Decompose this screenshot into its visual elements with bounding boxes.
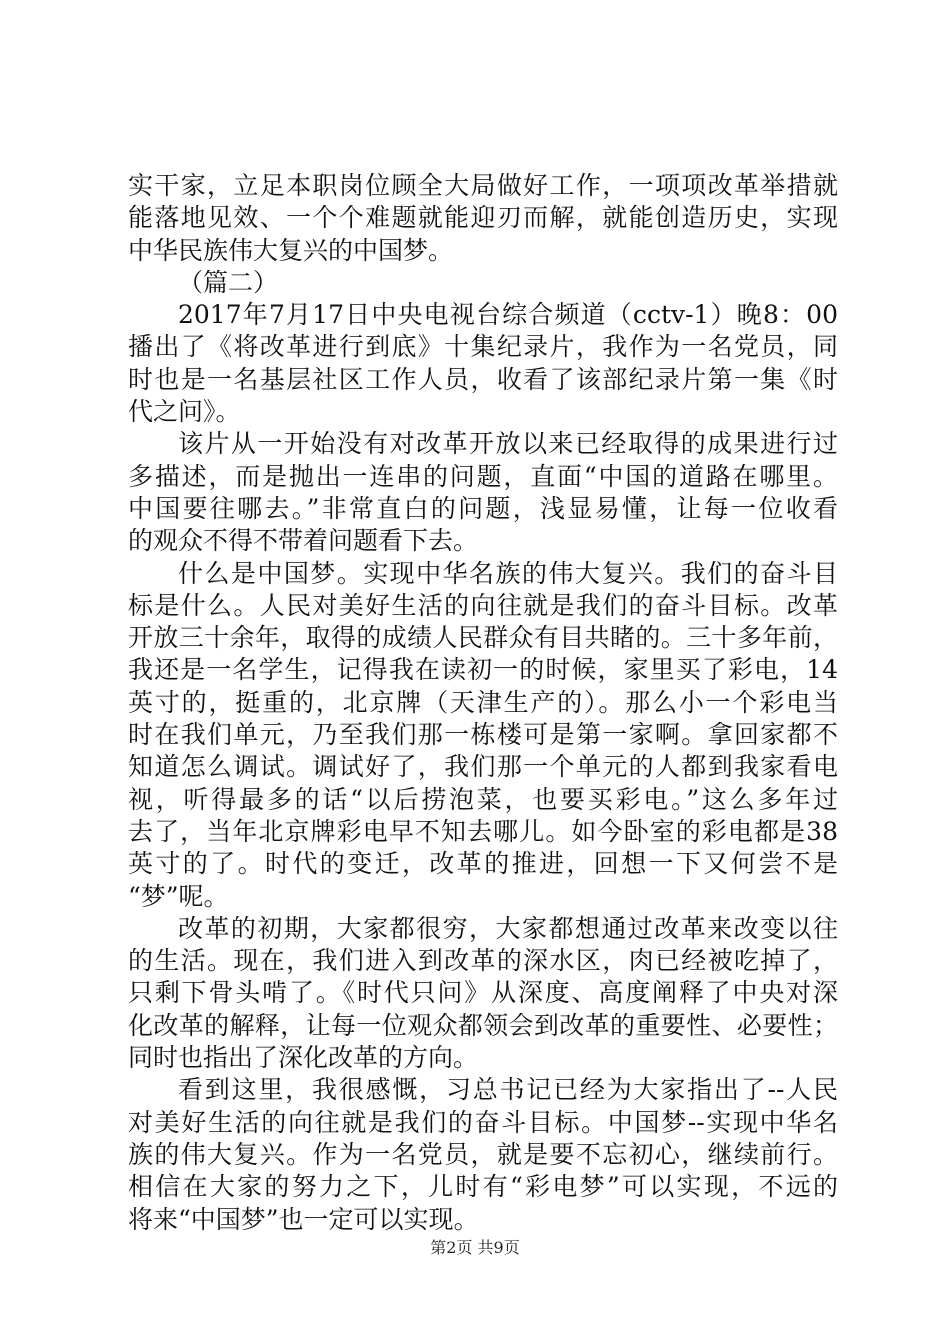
text-line: （篇二） (178, 267, 279, 297)
text-line: 去了，当年北京牌彩电早不知去哪儿。如今卧室的彩电都是38 (128, 816, 838, 846)
text-line: 英寸的，挺重的，北京牌（天津生产的）。那么小一个彩电当 (128, 687, 838, 717)
text-line: 将来“中国梦”也一定可以实现。 (128, 1204, 479, 1234)
text-line: 同时也指出了深化改革的方向。 (128, 1043, 479, 1073)
text-line: 什么是中国梦。实现中华名族的伟大复兴。我们的奋斗目 (178, 558, 838, 588)
document-body (128, 170, 838, 1236)
text-line: 化改革的解释，让每一位观众都领会到改革的重要性、必要性； (128, 1010, 838, 1040)
text-line: 视，听得最多的话“以后捞泡菜，也要买彩电。”这么多年过 (128, 784, 838, 814)
text-line: 时也是一名基层社区工作人员，收看了该部纪录片第一集《时 (128, 364, 838, 394)
text-line: 英寸的了。时代的变迁，改革的推进，回想一下又何尝不是 (128, 849, 838, 879)
text-line: 看到这里，我很感慨，习总书记已经为大家指出了--人民 (178, 1075, 838, 1105)
text-line: 只剩下骨头啃了。《时代只问》从深度、高度阐释了中央对深 (128, 978, 838, 1008)
text-line: 多描述，而是抛出一连串的问题，直面“中国的道路在哪里。 (128, 461, 838, 491)
text-line: 时在我们单元，乃至我们那一栋楼可是第一家啊。拿回家都不 (128, 720, 838, 750)
text-line: 标是什么。人民对美好生活的向往就是我们的奋斗目标。改革 (128, 590, 838, 620)
text-line: 的生活。现在，我们进入到改革的深水区，肉已经被吃掉了， (128, 946, 838, 976)
text-line: 开放三十余年，取得的成绩人民群众有目共睹的。三十多年前， (128, 623, 838, 653)
text-line: 该片从一开始没有对改革开放以来已经取得的成果进行过 (178, 429, 838, 459)
text-line: 播出了《将改革进行到底》十集纪录片，我作为一名党员，同 (128, 332, 838, 362)
text-line: 我还是一名学生，记得我在读初一的时候，家里买了彩电，14 (128, 655, 838, 685)
text-line: “梦”呢。 (128, 881, 229, 911)
page-footer: 第2页 共9页 (430, 1238, 520, 1257)
text-line: 中国要往哪去。”非常直白的问题，浅显易懂，让每一位收看 (128, 493, 838, 523)
text-line: 代之问》。 (128, 397, 241, 427)
text-line: 中华民族伟大复兴的中国梦。 (128, 235, 454, 265)
text-line: 相信在大家的努力之下，儿时有“彩电梦”可以实现，不远的 (128, 1172, 838, 1202)
text-line: 2017年7月17日中央电视台综合频道（cctv-1）晚8：00 (178, 300, 838, 330)
text-line: 知道怎么调试。调试好了，我们那一个单元的人都到我家看电 (128, 752, 838, 782)
text-line: 能落地见效、一个个难题就能迎刃而解，就能创造历史，实现 (128, 203, 838, 233)
text-line: 的观众不得不带着问题看下去。 (128, 526, 479, 556)
text-line: 实干家，立足本职岗位顾全大局做好工作，一项项改革举措就 (128, 171, 838, 200)
text-line: 对美好生活的向往就是我们的奋斗目标。中国梦--实现中华名 (128, 1107, 838, 1137)
text-line: 改革的初期，大家都很穷，大家都想通过改革来改变以往 (178, 913, 838, 943)
text-line: 族的伟大复兴。作为一名党员，就是要不忘初心，继续前行。 (128, 1139, 838, 1169)
